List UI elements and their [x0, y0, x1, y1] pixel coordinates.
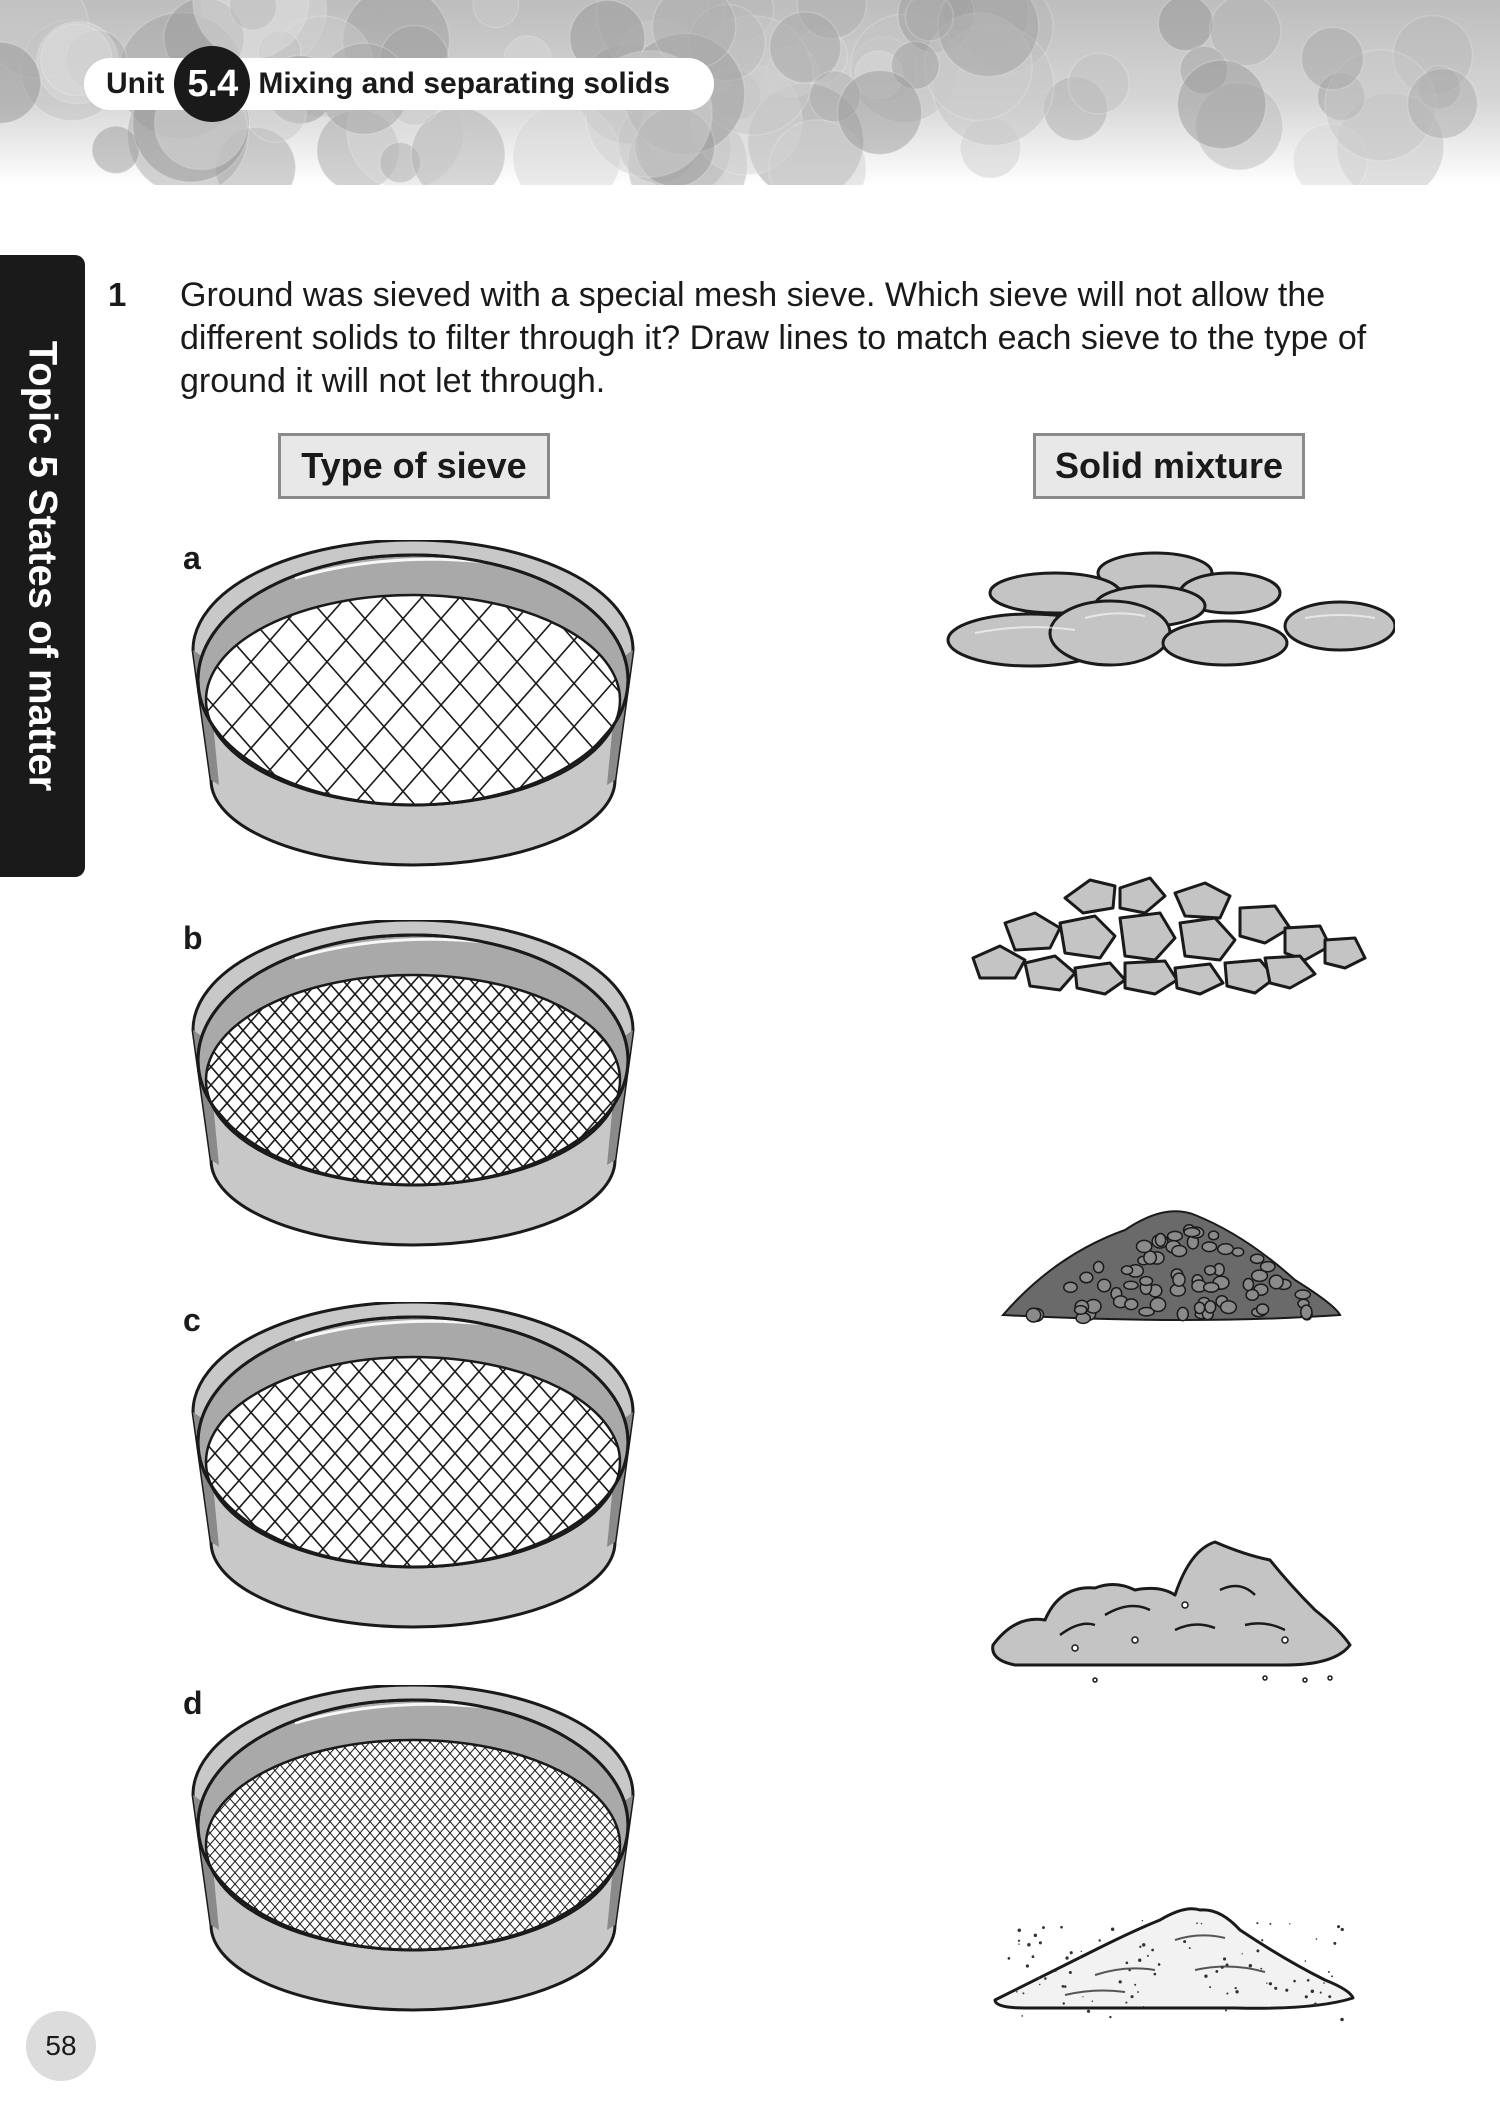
sieve-label-c: c	[183, 1302, 201, 1338]
question-text: Ground was sieved with a special mesh sieve. Which sieve will not allow the different solids to filter through it? Draw lines to match each sieve to the type of ground it will not let through.	[180, 276, 1367, 400]
unit-word: Unit	[106, 67, 165, 100]
sieve-label-b: b	[183, 920, 203, 956]
question-number: 1	[108, 276, 127, 313]
coarse-sieve-icon[interactable]	[185, 540, 641, 870]
type-of-sieve-heading: Type of sieve	[278, 433, 550, 499]
very-fine-sieve-icon[interactable]	[185, 1685, 641, 2015]
sand-icon[interactable]	[985, 1880, 1365, 2025]
unit-title: Mixing and separating solids	[258, 67, 671, 100]
unit-header	[84, 58, 714, 110]
page-number: 58	[26, 2011, 96, 2081]
topic-side-tab	[0, 255, 85, 877]
soil-icon[interactable]	[985, 1530, 1365, 1690]
topic-label: Topic 5 States of matter	[20, 340, 65, 792]
medium-sieve-icon[interactable]	[185, 1302, 641, 1632]
stones-icon[interactable]	[965, 868, 1375, 998]
large-pebbles-icon[interactable]	[945, 548, 1395, 673]
fine-sieve-icon[interactable]	[185, 920, 641, 1250]
sieve-label-d: d	[183, 1685, 203, 1721]
unit-number-badge: 5.4	[174, 46, 250, 122]
gravel-icon[interactable]	[995, 1195, 1355, 1335]
header-banner	[0, 0, 1500, 185]
solid-mixture-heading: Solid mixture	[1033, 433, 1305, 499]
sieve-label-a: a	[183, 540, 201, 576]
